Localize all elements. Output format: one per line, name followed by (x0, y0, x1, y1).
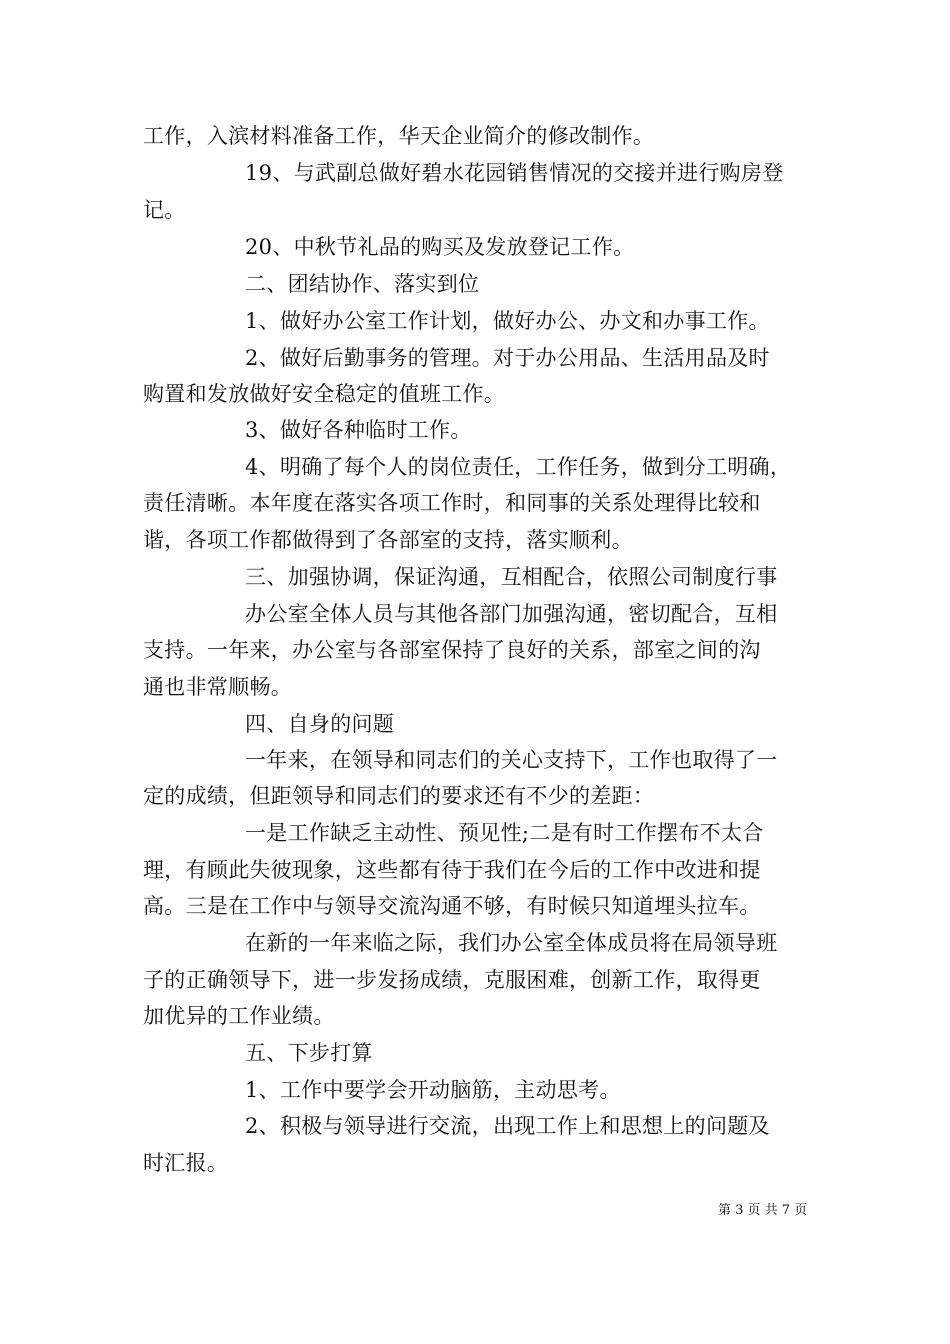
text-line: 子的正确领导下，进一步发扬成绩，克服困难，创新工作，取得更 (143, 968, 761, 992)
text-line: 4、明确了每个人的岗位责任，工作任务，做到分工明确， (245, 455, 792, 479)
text-line: 通也非常顺畅。 (143, 675, 293, 699)
text-line: 支持。一年来，办公室与各部室保持了良好的关系，部室之间的沟 (143, 638, 761, 662)
text-line: 时汇报。 (143, 1151, 229, 1175)
text-line: 高。三是在工作中与领导交流沟通不够，有时候只知道埋头拉车。 (143, 894, 761, 918)
section-heading: 三、加强协调，保证沟通，互相配合，依照公司制度行事 (245, 565, 778, 589)
section-heading: 四、自身的问题 (245, 712, 395, 736)
section-heading: 五、下步打算 (245, 1041, 373, 1065)
text-line: 1、工作中要学会开动脑筋，主动思考。 (245, 1078, 621, 1102)
text-line: 理，有顾此失彼现象，这些都有待于我们在今后的工作中改进和提 (143, 858, 761, 882)
text-line: 1、做好办公室工作计划，做好办公、办文和办事工作。 (245, 309, 770, 333)
text-line: 责任清晰。本年度在落实各项工作时，和同事的关系处理得比较和 (143, 491, 761, 515)
section-heading: 二、团结协作、落实到位 (245, 272, 480, 296)
text-line: 一年来，在领导和同志们的关心支持下，工作也取得了一 (245, 748, 778, 772)
page-number-footer: 第 3 页 共 7 页 (718, 1203, 808, 1218)
text-line: 20、中秋节礼品的购买及发放登记工作。 (245, 235, 635, 259)
text-line: 一是工作缺乏主动性、预见性;二是有时工作摆布不太合 (245, 821, 764, 845)
text-line: 谐，各项工作都做得到了各部室的支持，落实顺利。 (143, 528, 633, 552)
text-line: 3、做好各种临时工作。 (245, 418, 472, 442)
text-line: 定的成绩，但距领导和同志们的要求还有不少的差距： (143, 784, 655, 808)
text-line: 在新的一年来临之际，我们办公室全体成员将在局领导班 (245, 931, 778, 955)
text-line: 2、积极与领导进行交流，出现工作上和思想上的问题及 (245, 1114, 770, 1138)
text-line: 记。 (143, 198, 186, 222)
text-line: 办公室全体人员与其他各部门加强沟通，密切配合，互相 (245, 602, 778, 626)
text-line: 购置和发放做好安全稳定的值班工作。 (143, 382, 506, 406)
text-line: 加优异的工作业绩。 (143, 1004, 335, 1028)
text-line: 2、做好后勤事务的管理。对于办公用品、生活用品及时 (245, 346, 770, 370)
text-line: 工作，入滨材料准备工作，华天企业简介的修改制作。 (143, 124, 655, 148)
text-line: 19、与武副总做好碧水花园销售情况的交接并进行购房登 (245, 161, 784, 185)
